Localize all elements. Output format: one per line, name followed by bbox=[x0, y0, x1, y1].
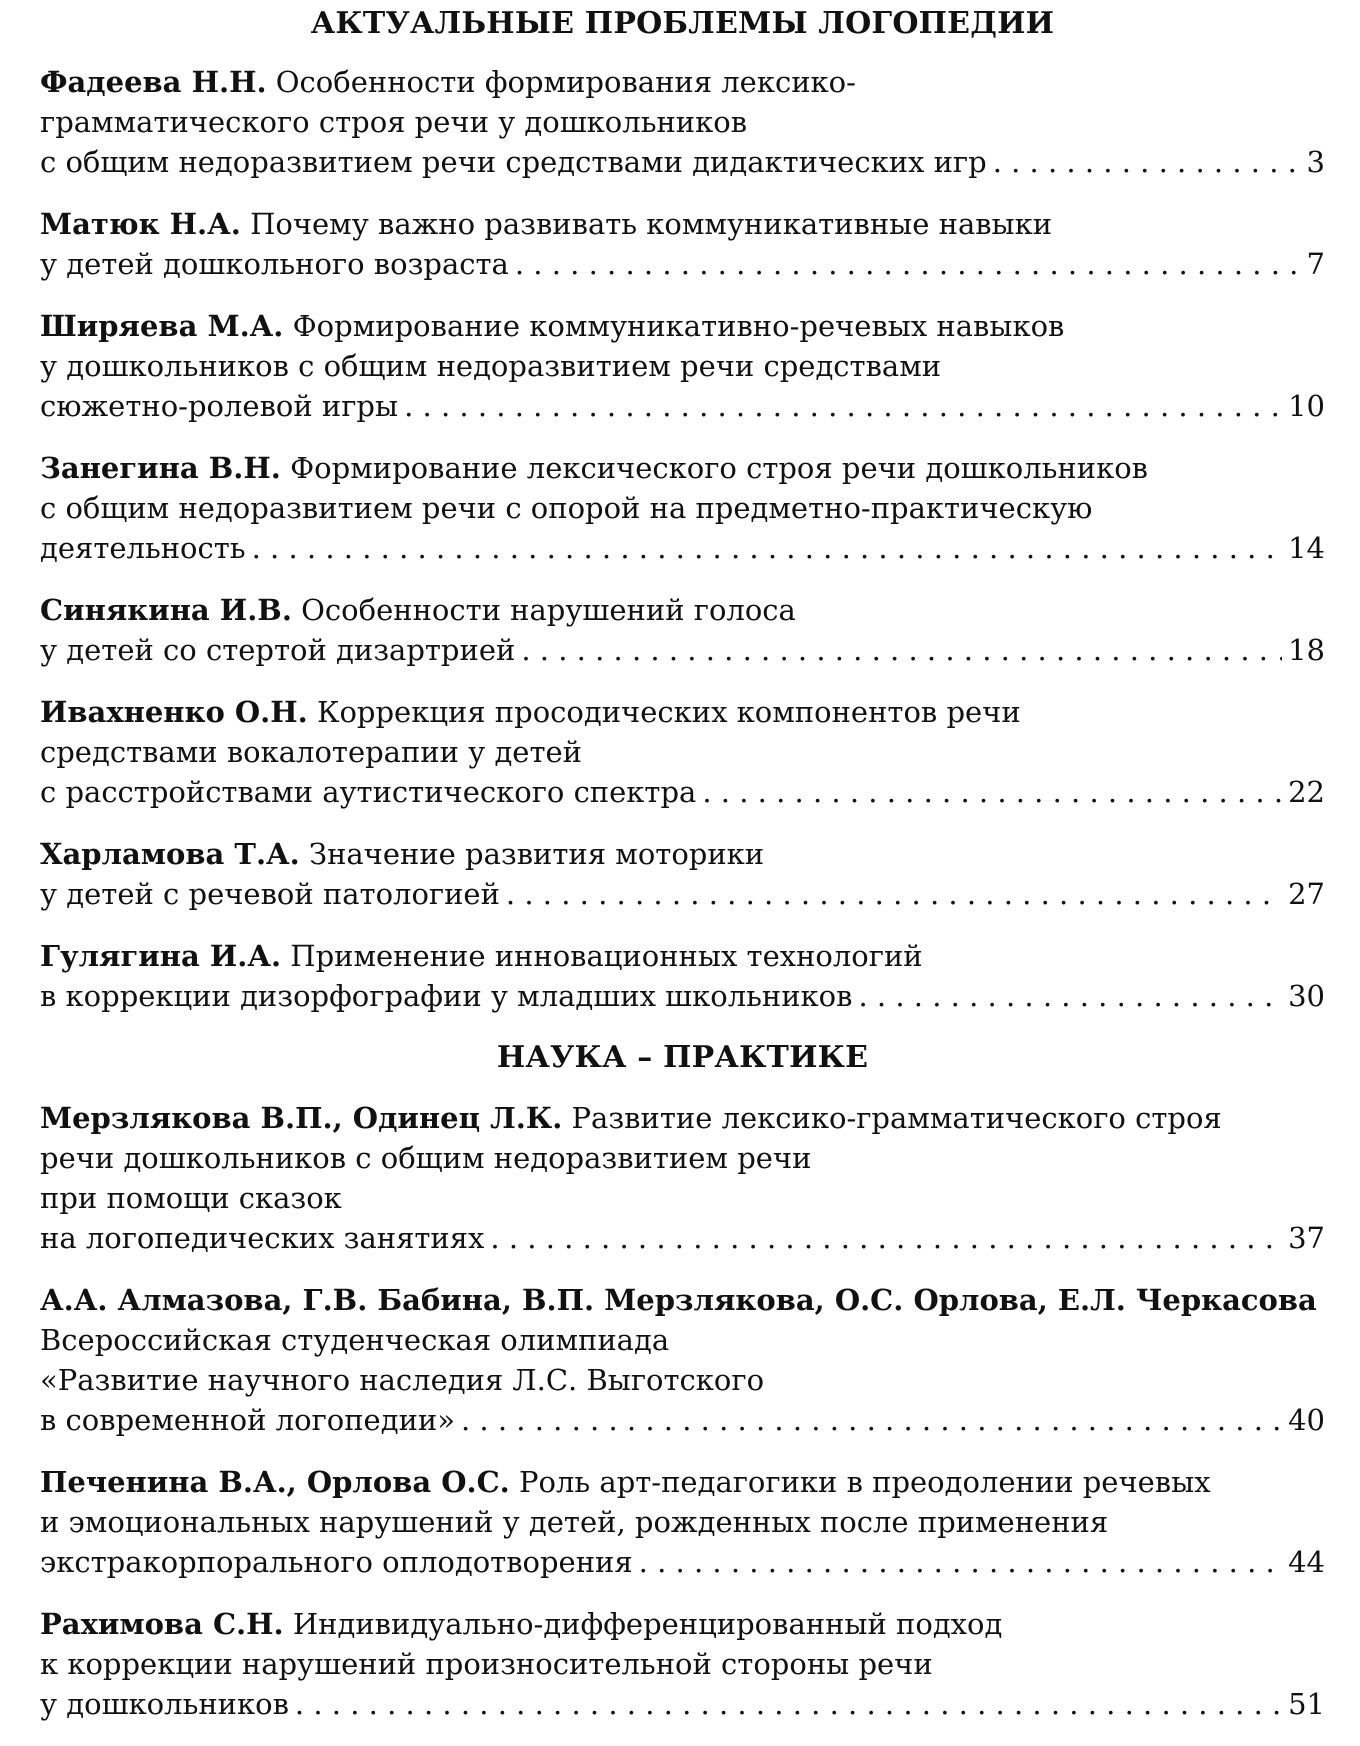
entry-authors: Фадеева Н.Н. bbox=[40, 65, 267, 99]
toc-entry bbox=[40, 936, 1325, 1016]
toc-entry bbox=[40, 1462, 1325, 1582]
entry-title-line: «Развитие научного наследия Л.С. Выготского bbox=[40, 1363, 765, 1397]
page-number: 22 bbox=[1288, 775, 1325, 809]
entry-authors: Занегина В.Н. bbox=[40, 451, 281, 485]
entry-title-line: Значение развития моторики bbox=[309, 837, 765, 871]
entry-title-line: Развитие лексико-грамматического строя bbox=[571, 1101, 1222, 1135]
entry-title-line: Формирование коммуникативно-речевых навыков bbox=[292, 309, 1065, 343]
entry-title-line: Коррекция просодических компонентов речи bbox=[317, 695, 1021, 729]
toc-entry bbox=[40, 306, 1325, 426]
entry-authors: А.А. Алмазова, Г.В. Бабина, В.П. Мерзлякова, О.С. Орлова, Е.Л. Черкасова bbox=[40, 1283, 1317, 1317]
dot-leader bbox=[639, 1542, 1282, 1582]
section-title: НАУКА – ПРАКТИКЕ bbox=[496, 1040, 869, 1075]
dot-leader bbox=[404, 386, 1282, 426]
entry-authors: Синякина И.В. bbox=[40, 593, 292, 627]
entry-authors: Матюк Н.А. bbox=[40, 207, 241, 241]
entry-title-line: Всероссийская студенческая олимпиада bbox=[40, 1323, 670, 1357]
entry-title-line: и эмоциональных нарушений у детей, рожденных после применения bbox=[40, 1505, 1109, 1539]
entry-authors: Мерзлякова В.П., Одинец Л.К. bbox=[40, 1101, 563, 1135]
toc-entry bbox=[40, 590, 1325, 670]
entry-title-line: Почему важно развивать коммуникативные навыки bbox=[250, 207, 1053, 241]
entry-title-line: у детей с речевой патологией bbox=[40, 877, 500, 911]
page-number: 7 bbox=[1306, 247, 1325, 281]
dot-leader bbox=[993, 142, 1301, 182]
entry-title-line: сюжетно-ролевой игры bbox=[40, 389, 399, 423]
dot-leader bbox=[490, 1218, 1282, 1258]
page-number: 37 bbox=[1288, 1221, 1325, 1255]
entry-authors: Харламова Т.А. bbox=[40, 837, 300, 871]
dot-leader bbox=[295, 1684, 1282, 1724]
entry-title-line: в современной логопедии» bbox=[40, 1403, 455, 1437]
entry-title-line: речи дошкольников с общим недоразвитием речи bbox=[40, 1141, 812, 1175]
table-of-contents bbox=[40, 0, 1325, 1746]
entry-title-line: Особенности формирования лексико- bbox=[275, 65, 856, 99]
toc-entry bbox=[40, 204, 1325, 284]
page-number: 14 bbox=[1288, 531, 1325, 565]
entry-title-line: Применение инновационных технологий bbox=[290, 939, 923, 973]
dot-leader bbox=[506, 874, 1282, 914]
page-number: 27 bbox=[1288, 877, 1325, 911]
page-number: 40 bbox=[1288, 1403, 1325, 1437]
entry-title-line: Формирование лексического строя речи дошкольников bbox=[290, 451, 1148, 485]
toc-entry bbox=[40, 692, 1325, 812]
page-number: 30 bbox=[1288, 979, 1325, 1013]
entry-title-line: Индивидуально-дифференцированный подход bbox=[292, 1607, 1003, 1641]
entry-title-line: деятельность bbox=[40, 531, 246, 565]
page-number: 3 bbox=[1306, 145, 1325, 179]
entry-title-line: с общим недоразвитием речи средствами дидактических игр bbox=[40, 145, 987, 179]
entry-title-line: при помощи сказок bbox=[40, 1181, 342, 1215]
page-number: 10 bbox=[1288, 389, 1325, 423]
entry-title-line: Особенности нарушений голоса bbox=[301, 593, 796, 627]
entry-title-line: средствами вокалотерапии у детей bbox=[40, 735, 583, 769]
dot-leader bbox=[515, 244, 1301, 284]
toc-entry bbox=[40, 834, 1325, 914]
entry-title-line: с общим недоразвитием речи с опорой на предметно-практическую bbox=[40, 491, 1093, 525]
entry-title-line: Роль арт-педагогики в преодолении речевых bbox=[519, 1465, 1211, 1499]
entry-authors: Гулягина И.А. bbox=[40, 939, 282, 973]
dot-leader bbox=[521, 630, 1282, 670]
entry-title-line: у детей дошкольного возраста bbox=[40, 247, 509, 281]
page-number: 18 bbox=[1288, 633, 1325, 667]
toc-entry bbox=[40, 1098, 1325, 1258]
dot-leader bbox=[461, 1400, 1282, 1440]
page-number: 51 bbox=[1288, 1687, 1325, 1721]
entry-authors: Печенина В.А., Орлова О.С. bbox=[40, 1465, 510, 1499]
entry-title-line: на логопедических занятиях bbox=[40, 1221, 485, 1255]
entry-title-line: экстракорпорального оплодотворения bbox=[40, 1545, 633, 1579]
toc-entry bbox=[40, 62, 1325, 182]
entry-title-line: у дошкольников с общим недоразвитием речи средствами bbox=[40, 349, 942, 383]
dot-leader bbox=[702, 772, 1282, 812]
toc-entry bbox=[40, 448, 1325, 568]
toc-entry bbox=[40, 1280, 1325, 1440]
dot-leader bbox=[252, 528, 1283, 568]
entry-title-line: грамматического строя речи у дошкольников bbox=[40, 105, 748, 139]
entry-authors: Ширяева М.А. bbox=[40, 309, 284, 343]
entry-title-line: у дошкольников bbox=[40, 1687, 289, 1721]
entry-authors: Рахимова С.Н. bbox=[40, 1607, 284, 1641]
entry-title-line: к коррекции нарушений произносительной стороны речи bbox=[40, 1647, 933, 1681]
entry-title-line: в коррекции дизорфографии у младших школьников bbox=[40, 979, 853, 1013]
entry-authors: Ивахненко О.Н. bbox=[40, 695, 308, 729]
toc-entry bbox=[40, 1604, 1325, 1724]
entry-title-line: у детей со стертой дизартрией bbox=[40, 633, 516, 667]
entry-title-line: с расстройствами аутистического спектра bbox=[40, 775, 697, 809]
section-title: АКТУАЛЬНЫЕ ПРОБЛЕМЫ ЛОГОПЕДИИ bbox=[310, 6, 1055, 41]
page-number: 44 bbox=[1288, 1545, 1325, 1579]
dot-leader bbox=[858, 976, 1282, 1016]
